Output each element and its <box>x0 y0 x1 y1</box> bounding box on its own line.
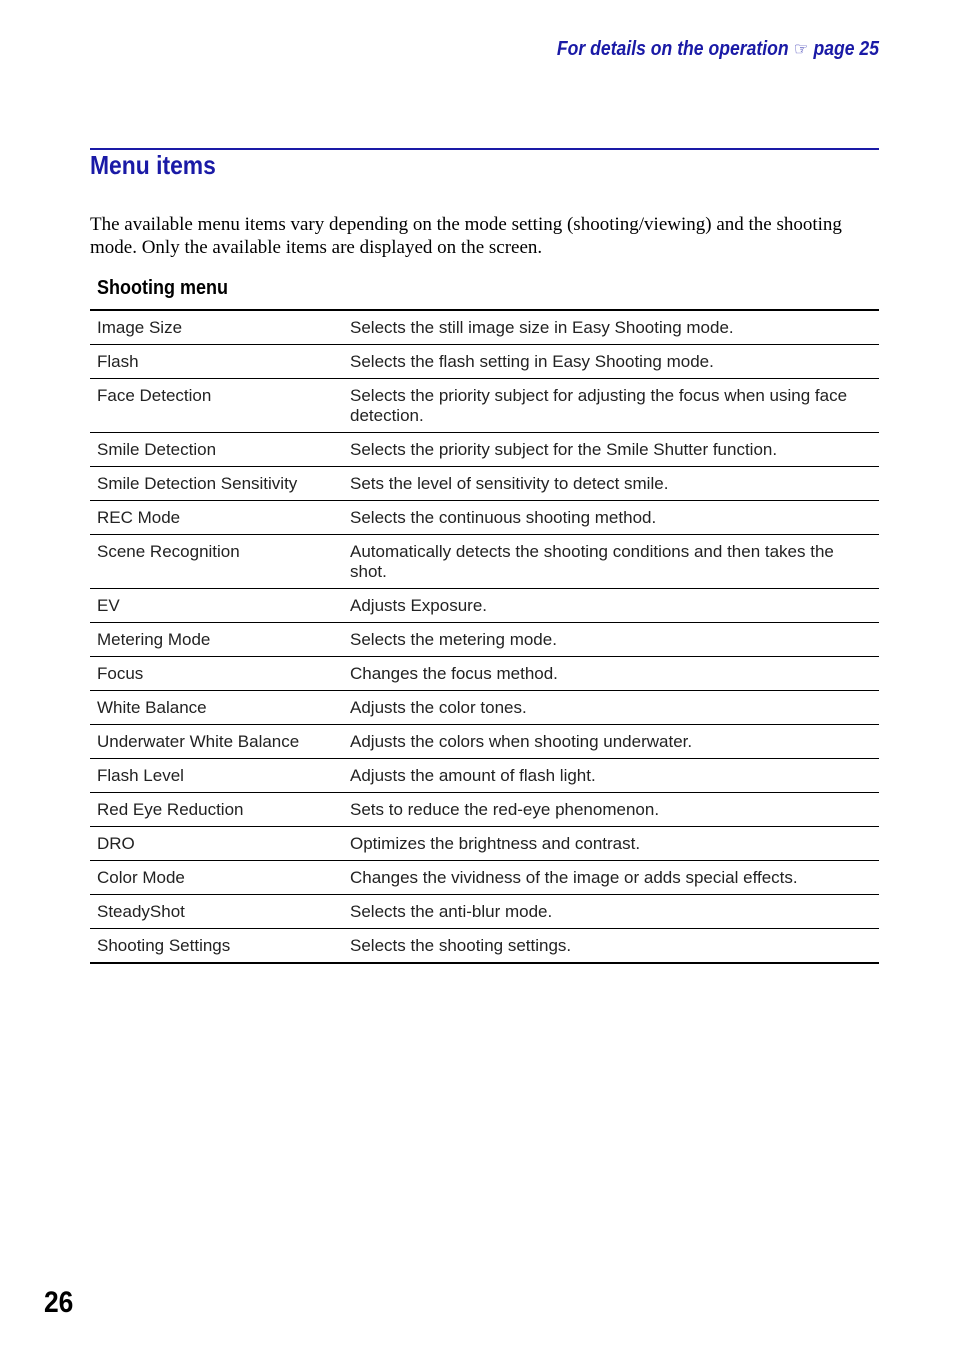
menu-item-name: Color Mode <box>90 861 343 895</box>
menu-item-description: Selects the anti-blur mode. <box>343 895 879 929</box>
pointing-hand-icon: ☞ <box>793 39 809 59</box>
menu-item-name: Smile Detection Sensitivity <box>90 467 343 501</box>
table-row <box>90 759 879 793</box>
table-row <box>90 725 879 759</box>
menu-item-description: Adjusts the amount of flash light. <box>343 759 879 793</box>
table-title: Shooting menu <box>97 277 228 299</box>
menu-item-name: Flash Level <box>90 759 343 793</box>
menu-item-name: Metering Mode <box>90 623 343 657</box>
table-row <box>90 345 879 379</box>
menu-item-name: White Balance <box>90 691 343 725</box>
menu-item-description: Sets to reduce the red-eye phenomenon. <box>343 793 879 827</box>
menu-item-name: Focus <box>90 657 343 691</box>
menu-item-description: Changes the vividness of the image or adds special effects. <box>343 861 879 895</box>
menu-item-description: Selects the metering mode. <box>343 623 879 657</box>
table-row <box>90 433 879 467</box>
table-row <box>90 827 879 861</box>
menu-item-name: Scene Recognition <box>90 535 343 589</box>
table-row <box>90 657 879 691</box>
page-reference[interactable] <box>557 38 879 61</box>
table-row <box>90 310 879 345</box>
menu-item-description: Selects the priority subject for the Smile Shutter function. <box>343 433 879 467</box>
menu-item-name: Smile Detection <box>90 433 343 467</box>
menu-item-description: Optimizes the brightness and contrast. <box>343 827 879 861</box>
menu-item-description: Sets the level of sensitivity to detect smile. <box>343 467 879 501</box>
table-row <box>90 589 879 623</box>
menu-item-name: Underwater White Balance <box>90 725 343 759</box>
menu-item-description: Adjusts the color tones. <box>343 691 879 725</box>
menu-item-description: Selects the priority subject for adjusting the focus when using face detection. <box>343 379 879 433</box>
menu-item-name: Face Detection <box>90 379 343 433</box>
table-row <box>90 623 879 657</box>
menu-item-description: Automatically detects the shooting conditions and then takes the shot. <box>343 535 879 589</box>
table-row <box>90 895 879 929</box>
menu-item-description: Adjusts the colors when shooting underwater. <box>343 725 879 759</box>
menu-item-description: Selects the shooting settings. <box>343 929 879 964</box>
menu-item-name: EV <box>90 589 343 623</box>
menu-item-description: Adjusts Exposure. <box>343 589 879 623</box>
reference-text: For details on the operation <box>556 38 789 60</box>
menu-item-name: DRO <box>90 827 343 861</box>
intro-paragraph: The available menu items vary depending on the mode setting (shooting/viewing) and the shooting mode. Only the available items are displayed on the screen. <box>90 214 842 258</box>
table-row <box>90 793 879 827</box>
table-row <box>90 861 879 895</box>
page-number: 26 <box>44 1286 74 1319</box>
table-row <box>90 379 879 433</box>
menu-item-name: Shooting Settings <box>90 929 343 964</box>
section-title: Menu items <box>90 150 216 180</box>
table-row <box>90 929 879 964</box>
menu-item-name: Image Size <box>90 310 343 345</box>
menu-item-description: Changes the focus method. <box>343 657 879 691</box>
menu-item-name: SteadyShot <box>90 895 343 929</box>
table-row <box>90 691 879 725</box>
shooting-menu-table <box>90 309 879 964</box>
menu-item-name: Flash <box>90 345 343 379</box>
table-row <box>90 535 879 589</box>
menu-item-description: Selects the still image size in Easy Shooting mode. <box>343 310 879 345</box>
table-row <box>90 501 879 535</box>
table-row <box>90 467 879 501</box>
menu-item-name: REC Mode <box>90 501 343 535</box>
menu-item-name: Red Eye Reduction <box>90 793 343 827</box>
reference-page-link[interactable]: page 25 <box>813 38 879 60</box>
menu-item-description: Selects the continuous shooting method. <box>343 501 879 535</box>
menu-item-description: Selects the flash setting in Easy Shooting mode. <box>343 345 879 379</box>
